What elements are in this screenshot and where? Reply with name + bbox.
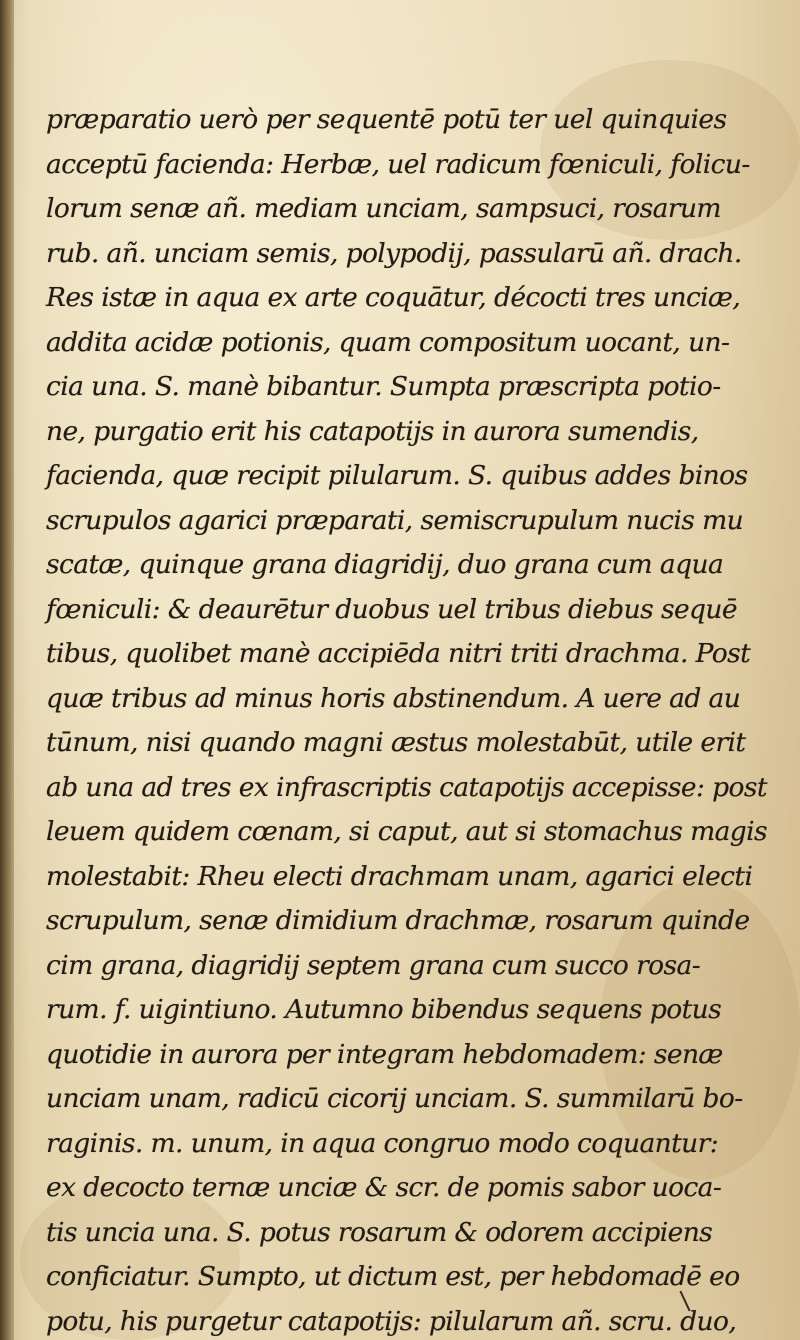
text-line: Res istæ in aqua ex arte coquātur, décocti tres unciæ, — [46, 282, 741, 313]
text-line: rum. f. uigintiuno. Autumno bibendus sequens potus — [46, 994, 722, 1025]
text-line: conficiatur. Sumpto, ut dictum est, per hebdomadē eo — [46, 1261, 740, 1292]
binding-gutter — [0, 0, 14, 1340]
text-line: præparatio uerò per sequentē potū ter uel quinquies — [46, 104, 727, 135]
text-line: leuem quidem cœnam, si caput, aut si stomachus magis — [46, 816, 768, 847]
text-line: molestabit: Rheu electi drachmam unam, agarici electi — [46, 860, 753, 892]
text-line: ne, purgatio erit his catapotijs in aurora sumendis, — [46, 415, 699, 447]
text-line: rub. añ. unciam semis, polypodij, passularū añ. drach. — [46, 237, 742, 269]
text-line: quæ tribus ad minus horis abstinendum. A uere ad au — [46, 682, 741, 714]
text-line: raginis. m. unum, in aqua congruo modo coquantur: — [46, 1127, 719, 1159]
text-line: ab una ad tres ex infrascriptis catapotijs accepisse: post — [46, 771, 767, 803]
text-line: acceptū facienda: Herbæ, uel radicum fœniculi, folicu- — [46, 148, 750, 180]
text-line: tis uncia una. S. potus rosarum & odorem accipiens — [46, 1216, 713, 1248]
text-line: facienda, quæ recipit pilularum. S. quibus addes binos — [46, 460, 748, 491]
text-line: tibus, quolibet manè accipiēda nitri triti drachma. Post — [46, 638, 751, 669]
text-line: ex decocto ternæ unciæ & scr. de pomis sabor uoca- — [46, 1172, 722, 1203]
text-line: fœniculi: & deaurētur duobus uel tribus diebus sequē — [46, 593, 737, 625]
text-line: lorum senæ añ. mediam unciam, sampsuci, rosarum — [46, 193, 721, 224]
text-block — [46, 98, 768, 1340]
text-line: tūnum, nisi quando magni æstus molestabūt, utile erit — [46, 727, 746, 758]
text-line: scrupulum, senæ dimidium drachmæ, rosarum quinde — [46, 905, 750, 936]
text-line: scrupulos agarici præparati, semiscrupulum nucis mu — [46, 504, 744, 536]
text-line: quotidie in aurora per integram hebdomadem: senæ — [46, 1038, 723, 1070]
text-line: cim grana, diagridij septem grana cum succo rosa- — [46, 949, 701, 981]
text-line: potu, his purgetur catapotijs: pilularum añ. scru. duo, — [46, 1305, 737, 1337]
text-line: unciam unam, radicū cicorij unciam. S. summilarū bo- — [46, 1083, 743, 1114]
text-line: addita acidæ potionis, quam compositum uocant, un- — [46, 326, 730, 358]
text-line: scatæ, quinque grana diagridij, duo grana cum aqua — [46, 549, 724, 580]
text-line: cia una. S. manè bibantur. Sumpta præscripta potio- — [46, 371, 721, 402]
